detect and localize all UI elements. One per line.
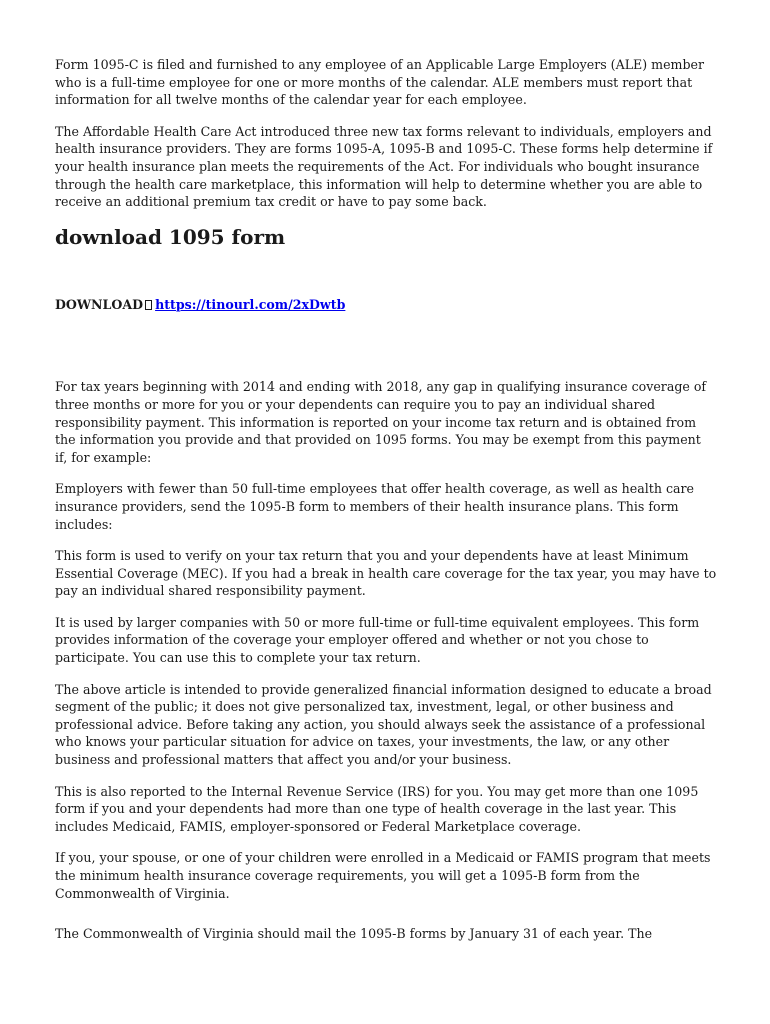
paragraph-disclaimer: The above article is intended to provide generalized financial information designed to educate a broad segment of the public; it does not give personalized tax, investment, legal, or other business and professional advice. Before taking any action, you should always seek the assistance of a professional who knows your particular situation for advice on taxes, your investments, the law, or any other business and professional matters that affect you and/or your business. <box>55 681 712 768</box>
paragraph-1095b-employers: Employers with fewer than 50 full-time employees that offer health coverage, as well as health care insurance providers, send the 1095-B form to members of their health insurance plans. This form includes: <box>55 481 694 532</box>
paragraph-irs-reporting: This is also reported to the Internal Revenue Service (IRS) for you. You may get more than one 1095 form if you and your dependents had more than one type of health coverage in the last year. This includes Medicaid, FAMIS, employer-sponsored or Federal Marketplace coverage. <box>55 783 699 834</box>
missing-glyph-icon <box>145 300 152 310</box>
download-link[interactable]: https://tinourl.com/2xDwtb <box>155 296 346 312</box>
document-page <box>55 56 717 943</box>
paragraph-form-1095c: Form 1095-C is filed and furnished to any employee of an Applicable Large Employers (ALE) member who is a full-time employee for one or more months of the calendar. ALE members must report that information for all twelve months of the calendar year for each employee. <box>55 57 705 108</box>
download-label: DOWNLOAD <box>55 296 144 312</box>
page-heading: download 1095 form <box>55 224 286 249</box>
paragraph-aca-forms: The Affordable Health Care Act introduced three new tax forms relevant to individuals, employers and health insurance providers. They are forms 1095-A, 1095-B and 1095-C. These forms help determine if your health insurance plan meets the requirements of the Act. For individuals who bought insurance through the health care marketplace, this information will help to determine whether you are able to receive an additional premium tax credit or have to pay some back. <box>55 123 713 210</box>
paragraph-virginia-mailing: The Commonwealth of Virginia should mail the 1095-B forms by January 31 of each year. The <box>55 926 653 942</box>
paragraph-coverage-gap: For tax years beginning with 2014 and ending with 2018, any gap in qualifying insurance coverage of three months or more for you or your dependents can require you to pay an individual shared responsibility payment. This information is reported on your income tax return and is obtained from the information you provide and that provided on 1095 forms. You may be exempt from this payment if, for example: <box>55 379 707 465</box>
paragraph-mec-verification: This form is used to verify on your tax return that you and your dependents have at least Minimum Essential Coverage (MEC). If you had a break in health care coverage for the tax year, you may have to pay an individual shared responsibility payment. <box>55 548 717 599</box>
paragraph-virginia-medicaid: If you, your spouse, or one of your children were enrolled in a Medicaid or FAMIS program that meets the minimum health insurance coverage requirements, you will get a 1095-B form from the Commonwealth of Virginia. <box>55 850 711 901</box>
paragraph-larger-companies: It is used by larger companies with 50 or more full-time or full-time equivalent employees. This form provides information of the coverage your employer offered and whether or not you chose to participate. You can use this to complete your tax return. <box>55 614 700 666</box>
download-line <box>55 296 717 314</box>
spacer <box>55 313 717 378</box>
